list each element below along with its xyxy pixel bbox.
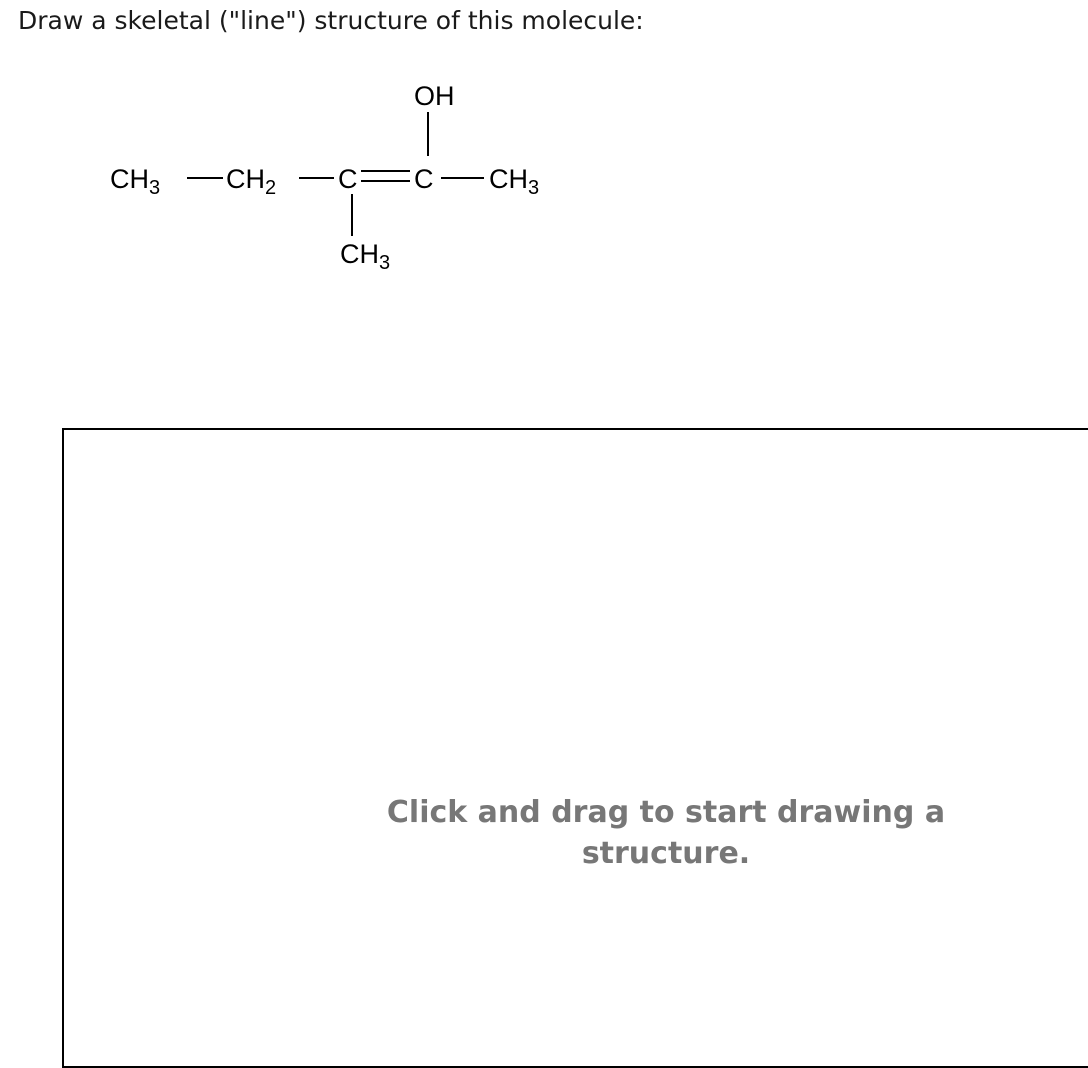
structure-drawing-canvas[interactable] [62,428,1088,1068]
atom-label-oh: OH [414,81,455,111]
drawing-hint [364,792,968,874]
atom-label-ch3-left: $CH_3$ [110,164,161,199]
atom-label-c-right: C [414,164,434,194]
question-prompt: Draw a skeletal ("line") structure of this molecule: [18,6,644,35]
condensed-structure-diagram [0,0,700,300]
drawing-hint-line-2: structure. [581,836,751,871]
atom-label-ch2: $CH_2$ [226,164,277,199]
atom-label-ch3-bottom: $CH_3$ [340,239,391,274]
drawing-hint-line-1: Click and drag to start drawing a [386,795,946,830]
atom-label-ch3-right: $CH_3$ [489,164,540,199]
atom-label-c-left: C [338,164,358,194]
